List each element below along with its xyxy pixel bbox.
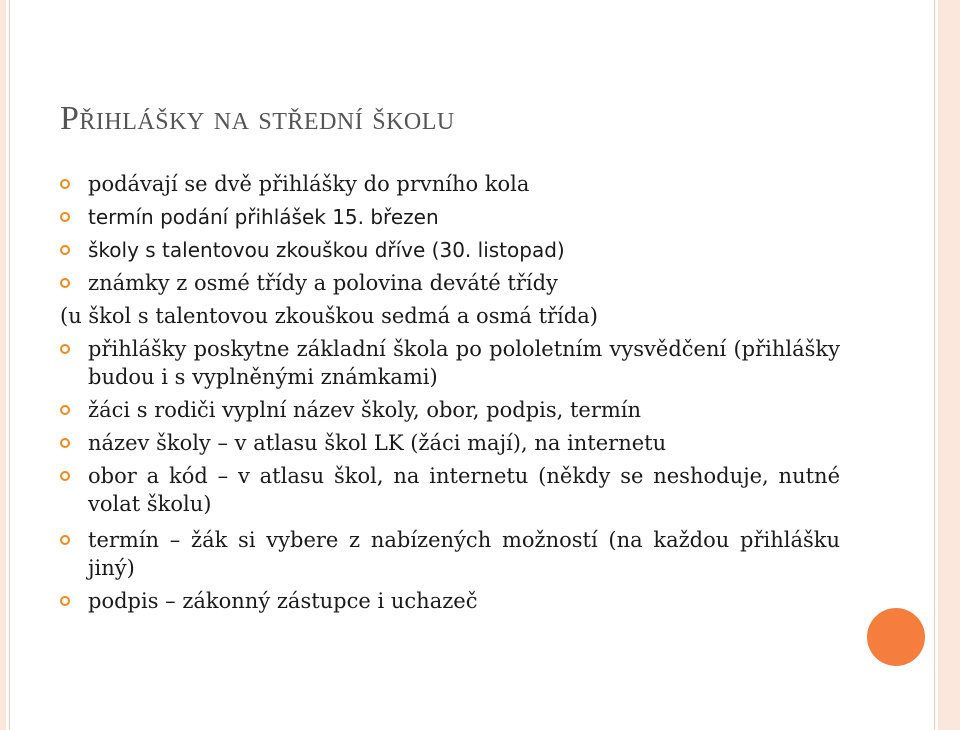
bullet-icon	[60, 245, 70, 255]
list-item	[60, 526, 840, 582]
list-item	[60, 396, 840, 424]
bullet-icon	[60, 405, 70, 415]
list-item-text: termín – žák si vybere z nabízených možností (na každou přihlášku jiný)	[88, 528, 840, 580]
list-item-text: obor a kód – v atlasu škol, na internetu (někdy se neshoduje, nutné volat školu)	[88, 464, 840, 516]
right-frame-line	[934, 0, 935, 730]
bullet-icon	[60, 471, 70, 481]
bullet-icon	[60, 535, 70, 545]
list-item	[60, 587, 840, 615]
list-note: (u škol s talentovou zkouškou sedmá a osmá třída)	[60, 304, 598, 328]
list-item	[60, 462, 840, 518]
list-item-text: podávají se dvě přihlášky do prvního kola	[88, 172, 530, 196]
list-item-text: termín podání přihlášek 15. březen	[88, 205, 439, 229]
list-item-text: název školy – v atlasu škol LK (žáci mají), na internetu	[88, 431, 667, 455]
bullet-icon	[60, 438, 70, 448]
list-item-text: známky z osmé třídy a polovina deváté třídy	[88, 271, 558, 295]
bullet-icon	[60, 278, 70, 288]
list-item-text: školy s talentovou zkouškou dříve (30. listopad)	[88, 238, 565, 262]
slide-title: Přihlášky na střední školu	[60, 100, 455, 137]
list-item-text: podpis – zákonný zástupce i uchazeč	[88, 589, 478, 613]
right-frame-band	[938, 0, 960, 730]
list-item	[60, 429, 840, 457]
left-frame-band	[0, 0, 6, 730]
list-item	[60, 269, 840, 297]
list-item	[60, 203, 840, 231]
left-frame-line	[9, 0, 10, 730]
bullet-icon	[60, 179, 70, 189]
bullet-icon	[60, 212, 70, 222]
slide-content	[60, 170, 840, 615]
list-item-text: žáci s rodiči vyplní název školy, obor, podpis, termín	[88, 398, 642, 422]
bullet-icon	[60, 596, 70, 606]
decorative-circle	[867, 608, 925, 666]
bullet-icon	[60, 344, 70, 354]
list-item	[60, 335, 840, 391]
list-item	[60, 170, 840, 198]
list-item-text: přihlášky poskytne základní škola po pololetním vysvědčení (přihlášky budou i s vyplněnými známkami)	[88, 337, 840, 389]
list-item	[60, 236, 840, 264]
